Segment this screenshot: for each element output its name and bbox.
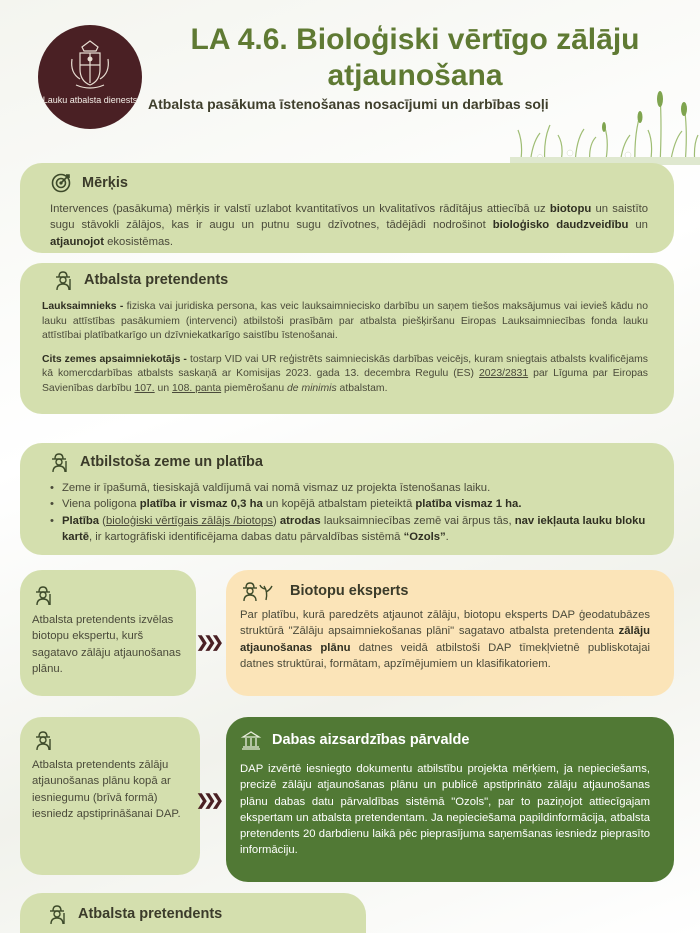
applicant-farmer-text: Lauksaimnieks - fiziska vai juridiska persona, kas veic lauksaimniecisko darbību un saņem tiešos maksājumus vai ievieš kādu no lauku attīstības pasākumiem (intervenci) atbilstoši prasībām par atbalsta piešķiršanu Eiropas Lauksaimniecības fonda lauku attīstībai platībatkarīgo un dzīvniekatkarīgo saistību īstenošanai. (42, 301, 648, 341)
lad-logo (38, 25, 142, 129)
applicant-title: Atbalsta pretendents (84, 272, 229, 288)
biotope-expert-card (226, 570, 674, 696)
farmer-icon (32, 729, 54, 751)
step1-applicant-card (20, 570, 196, 696)
land-title: Atbilstoša zeme un platība (80, 454, 263, 470)
goal-text: Intervences (pasākuma) mērķis ir valstī uzlabot kvantitatīvos un kvalitatīvos rādītājus attiecībā uz biotopu un saistīto sugu stāvokli zālājos, kas ir augu un putnu sugu dzīvotnes, tādējādi nodrošinot bioloģisko daudzveidību un atjaunojot ekosistēmas. (50, 203, 648, 248)
expert-icon (240, 580, 280, 602)
step1-applicant-text: Atbalsta pretendents izvēlas biotopu ekspertu, kurš sagatavo zālāju atjaunošanas plānu. (32, 614, 181, 675)
step2-applicant-text: Atbalsta pretendents zālāju atjaunošanas plānu kopā ar iesniegumu (brīvā formā) iesniedz apstiprināšanai DAP. (32, 759, 181, 820)
step3-applicant-card (20, 893, 366, 933)
goal-title: Mērķis (82, 175, 128, 191)
farmer-icon (32, 584, 54, 606)
dap-card (226, 717, 674, 882)
page-subtitle: Atbalsta pasākuma īstenošanas nosacījumi un darbības soļi (148, 96, 549, 112)
page-title: LA 4.6. Bioloģiski vērtīgo zālāju atjaunošana (190, 23, 640, 92)
article-107-link[interactable]: 107. (134, 382, 155, 394)
step1-arrows: ❯❯❯ (196, 634, 219, 651)
farmer-icon (46, 903, 68, 925)
land-list (48, 480, 648, 545)
applicant-other-text: Cits zemes apsaimniekotājs - tostarp VID vai UR reģistrēts saimnieciskās darbības veicējs, kuram sniegtais atbalsts kvalificējams kā komercdarbības atbalsts saskaņā ar Komisijas 2023. gada 13. decembra Regulu (ES) 2023/2831 par Līguma par Eiropas Savienības darbību 107. un 108. panta piemērošanu de minimis atbalstam. (42, 353, 649, 394)
step3-title: Atbalsta pretendents (78, 906, 223, 922)
target-icon (50, 172, 72, 194)
list-item: • Platība (bioloģiski vērtīgais zālājs /biotops) atrodas lauksaimniecības zemē vai ārpus tās, nav iekļauta lauku bloku kartē, ir kartogrāfiski identificējama dabas datu pārvaldības sistēmā “Ozols”. (48, 513, 648, 546)
government-building-icon (240, 729, 262, 751)
coat-of-arms-logo (68, 39, 112, 91)
biotope-expert-title: Biotopu eksperts (290, 583, 409, 599)
land-card (20, 443, 674, 555)
farmer-icon (48, 451, 70, 473)
logo-text: Lauku atbalsta dienests (42, 95, 138, 105)
list-item: • Zeme ir īpašumā, tiesiskajā valdījumā vai nomā vismaz uz projekta īstenošanas laiku. (48, 480, 648, 496)
article-108-link[interactable]: 108. panta (172, 382, 222, 394)
farmer-icon (52, 269, 74, 291)
goal-card (20, 163, 674, 253)
step2-arrows: ❯❯❯ (196, 792, 219, 809)
step2-applicant-card (20, 717, 200, 875)
grass-decoration (510, 85, 700, 165)
biotope-link[interactable]: bioloģiski vērtīgais zālājs /biotops (105, 514, 273, 527)
biotope-expert-text: Par platību, kurā paredzēts atjaunot zālāju, biotopu eksperts DAP ģeodatubāzes struktūrā "Zālāju apsaimniekošanas plāni" sagatavo atbalsta pretendenta zālāju atjaunošanas plānu datnes veidā atbilstoši DAP tīmekļvietnē publiskotajai datnes struktūrai, formātam, apzīmējumiem un klasifikatoriem. (240, 609, 650, 670)
applicant-card (20, 263, 674, 414)
regulation-link[interactable]: 2023/2831 (478, 368, 529, 379)
list-item: • Viena poligona platība ir vismaz 0,3 ha un kopējā atbalstam pieteiktā platība vismaz 1 ha. (48, 496, 648, 512)
dap-title: Dabas aizsardzības pārvalde (272, 732, 470, 748)
dap-text: DAP izvērtē iesniegto dokumentu atbilstību projekta mērķiem, ja nepieciešams, precizē zālāju atjaunošanas plānu un publicē apstiprināto zālāju atjaunošanas plānu dabas datu pārvaldības sistēmā "Ozols", par to paziņojot attiecīgajam ekspertam un atbalsta pretendentam. Ja nepieciešama papildinformācija, atbalsta pretendents 20 darbdienu laikā pēc pieprasījuma saņemšanas iesniedz pieprasīto informāciju. (240, 763, 650, 857)
